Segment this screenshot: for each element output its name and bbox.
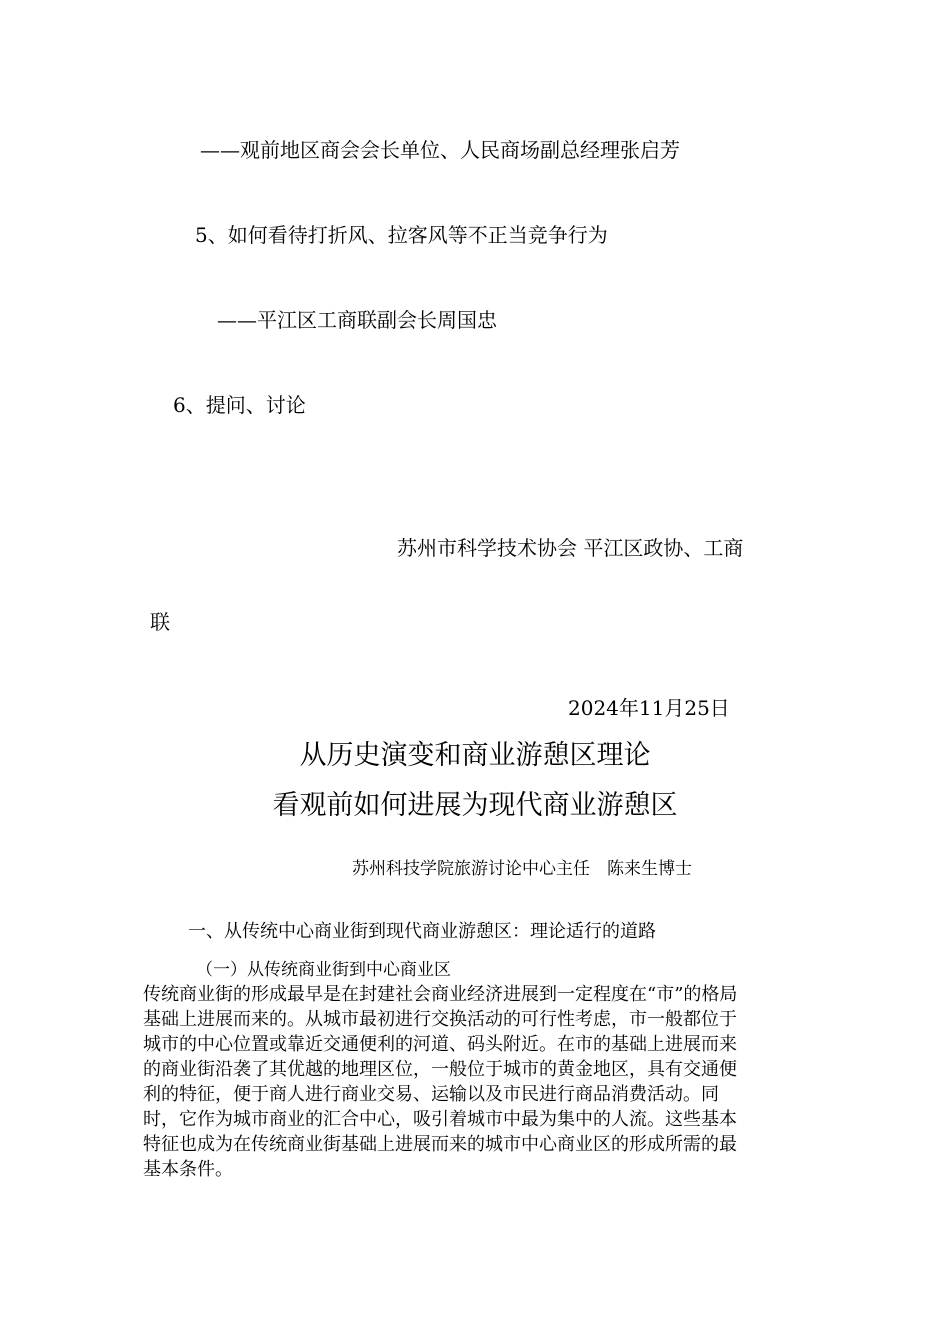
paragraph-line: 时，它作为城市商业的汇合中心，吸引着城市中最为集中的人流。这些基本 bbox=[143, 1109, 737, 1130]
signature-date: 2024年11月25日 bbox=[568, 696, 730, 720]
paragraph-line: 的商业街沿袭了其优越的地理区位，一般位于城市的黄金地区，具有交通便 bbox=[143, 1059, 737, 1080]
article-title-line-1: 从历史演变和商业游憩区理论 bbox=[299, 740, 651, 771]
agenda-speaker-5: ——平江区工商联副会长周国忠 bbox=[217, 308, 497, 332]
paragraph-line: 城市的中心位置或靠近交通便利的河道、码头附近。在市的基础上进展而来 bbox=[143, 1034, 737, 1055]
article-author: 苏州科技学院旅游讨论中心主任 陈来生博士 bbox=[352, 859, 692, 879]
paragraph-line: 传统商业街的形成最早是在封建社会商业经济进展到一定程度在“市”的格局 bbox=[143, 984, 738, 1005]
organizers-line-2: 联 bbox=[150, 610, 170, 634]
paragraph-line: 基础上进展而来的。从城市最初进行交换活动的可行性考虑，市一般都位于 bbox=[143, 1009, 737, 1030]
paragraph-line: 利的特征，便于商人进行商业交易、运输以及市民进行商品消费活动。同 bbox=[143, 1084, 719, 1105]
agenda-item-5: 5、如何看待打折风、拉客风等不正当竞争行为 bbox=[195, 223, 608, 247]
agenda-speaker-4: ——观前地区商会会长单位、人民商场副总经理张启芳 bbox=[200, 138, 680, 162]
article-title-line-2: 看观前如何进展为现代商业游憩区 bbox=[272, 790, 678, 821]
paragraph-line: 基本条件。 bbox=[143, 1159, 233, 1180]
section-heading: 一、从传统中心商业街到现代商业游憩区：理论适行的道路 bbox=[188, 921, 656, 942]
organizers-line-1: 苏州市科学技术协会 平江区政协、工商 bbox=[397, 536, 744, 560]
agenda-item-6: 6、提问、讨论 bbox=[173, 393, 306, 417]
paragraph-line: 特征也成为在传统商业街基础上进展而来的城市中心商业区的形成所需的最 bbox=[143, 1134, 737, 1155]
subsection-heading: （一）从传统商业街到中心商业区 bbox=[196, 960, 451, 980]
